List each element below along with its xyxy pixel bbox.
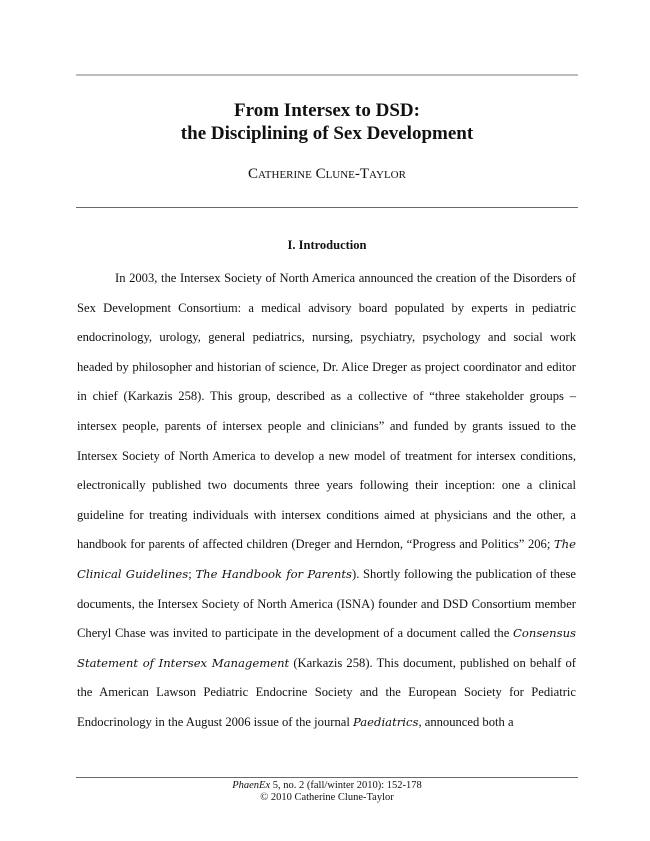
citation-details: 5, no. 2 (fall/winter 2010): 152-178 [270,780,422,791]
text-run: ). Shortly following the publication of these documents, the Intersex Society of North America (ISNA) founder and DSD Consortium member Cheryl Chase was invited to participate in the development of a document called the [77,566,576,641]
citation-line [76,780,578,792]
italic-title: Consensus Statement of Intersex Management [77,626,576,670]
copyright-line: © 2010 Catherine Clune-Taylor [260,792,394,803]
page-footer [76,780,578,804]
italic-title: The Clinical Guidelines [77,537,576,581]
article-title [76,99,578,145]
footer-divider [76,777,578,778]
title-line-1: From Intersex to DSD: [234,100,420,121]
section-heading: I. Introduction [287,238,367,252]
body-paragraph [77,264,576,738]
italic-title: The Handbook for Parents [195,566,352,581]
title-line-2: the Disciplining of Sex Development [180,123,474,144]
author-name: Catherine Clune-Taylor [248,166,406,182]
journal-name: PhaenEx [232,780,271,791]
text-run: (Karkazis 258). This document, published on behalf of the American Lawson Pediatric Endocrine Society and the European Society for Pediatric Endocrinology in the August 2006 issue of the journal [77,655,576,729]
text-run: , announced both a [418,714,514,729]
text-run: In 2003, the Intersex Society of North America announced the creation of the Disorders of Sex Development Consortium: a medical advisory board populated by experts in pediatric endocrinology, urology, general pediatrics, nursing, psychiatry, psychology and social work headed by philosopher and historian of science, Dr. Alice Dreger as project coordinator and editor in chief (Karkazis 258). This group, described as a collective of “three stakeholder groups – intersex people, parents of intersex people and clinicians” and funded by grants issued to the Intersex Society of North America to develop a new model of treatment for intersex conditions, electronically published two documents three years following their inception: one a clinical guideline for treating individuals with intersex conditions aimed at physicians and the other, a handbook for parents of affected children (Dreger and Herndon, “Progress and Politics” 206; [77,271,576,552]
header-divider [76,207,578,208]
italic-title: Paediatrics [352,714,419,729]
top-rule [76,74,578,76]
text-run: ; [188,566,196,581]
